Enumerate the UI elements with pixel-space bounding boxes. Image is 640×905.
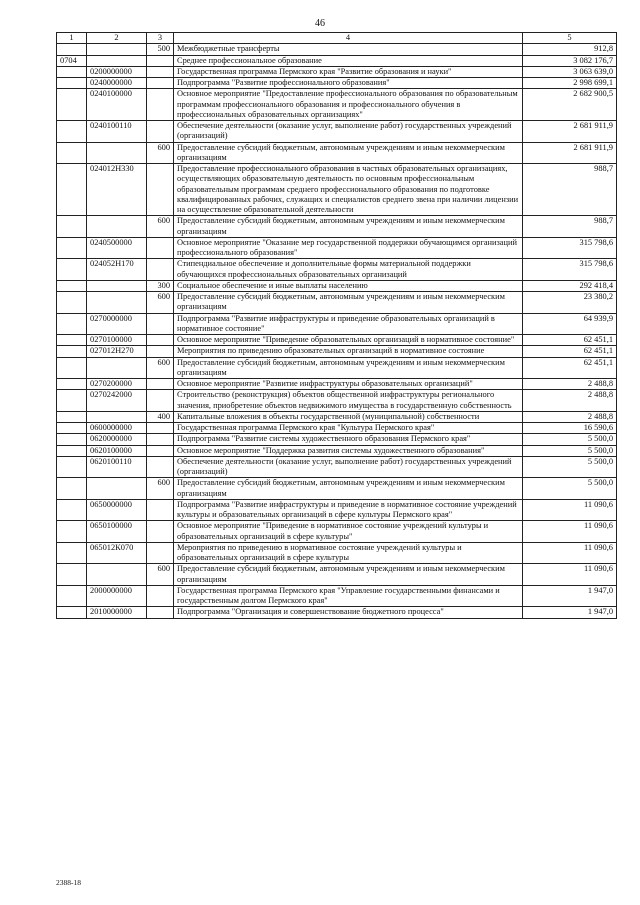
amount-cell: 5 500,0 xyxy=(523,434,617,445)
item-name-cell: Основное мероприятие "Предоставление профессионального образования по образовательным программам профессионального образования и профессионального обучения в профессиональных образовательных организациях" xyxy=(174,89,523,121)
amount-cell: 2 681 911,9 xyxy=(523,121,617,143)
target-article-cell xyxy=(87,280,147,291)
amount-cell: 11 090,6 xyxy=(523,499,617,521)
item-name-cell: Строительство (реконструкция) объектов общественной инфраструктуры регионального значения, приобретение объектов недвижимого имущества в государственную собственность xyxy=(174,390,523,412)
target-article-cell: 024052Н170 xyxy=(87,259,147,281)
target-article-cell: 0620000000 xyxy=(87,434,147,445)
section-code-cell xyxy=(57,478,87,500)
target-article-cell: 0240500000 xyxy=(87,237,147,259)
section-code-cell xyxy=(57,390,87,412)
section-code-cell xyxy=(57,423,87,434)
table-row xyxy=(57,142,617,164)
expense-type-cell: 600 xyxy=(147,292,174,314)
section-code-cell xyxy=(57,411,87,422)
item-name-cell: Мероприятия по приведению в нормативное состояние учреждений культуры и образовательных организаций в сфере культуры xyxy=(174,542,523,564)
item-name-cell: Подпрограмма "Развитие инфраструктуры и приведение образовательных организаций в нормативное состояние" xyxy=(174,313,523,335)
amount-cell: 1 947,0 xyxy=(523,585,617,607)
table-row xyxy=(57,55,617,66)
amount-cell: 2 488,8 xyxy=(523,411,617,422)
table-row xyxy=(57,89,617,121)
item-name-cell: Предоставление субсидий бюджетным, автономным учреждениям и иным некоммерческим организациям xyxy=(174,357,523,379)
target-article-cell: 0270200000 xyxy=(87,379,147,390)
item-name-cell: Основное мероприятие "Приведение в нормативное состояние учреждений культуры и образовательных организаций в сфере культуры" xyxy=(174,521,523,543)
table-row xyxy=(57,379,617,390)
expense-type-cell xyxy=(147,585,174,607)
target-article-cell: 0620100000 xyxy=(87,445,147,456)
target-article-cell: 0240100110 xyxy=(87,121,147,143)
section-code-cell xyxy=(57,121,87,143)
amount-cell: 5 500,0 xyxy=(523,445,617,456)
table-row xyxy=(57,607,617,618)
amount-cell: 2 488,8 xyxy=(523,379,617,390)
expense-type-cell: 600 xyxy=(147,142,174,164)
expense-type-cell xyxy=(147,390,174,412)
target-article-cell: 0650100000 xyxy=(87,521,147,543)
target-article-cell: 027012Н270 xyxy=(87,346,147,357)
amount-cell: 3 063 639,0 xyxy=(523,66,617,77)
amount-cell: 2 681 911,9 xyxy=(523,142,617,164)
table-row xyxy=(57,313,617,335)
amount-cell: 3 082 176,7 xyxy=(523,55,617,66)
expense-type-cell xyxy=(147,164,174,216)
item-name-cell: Социальное обеспечение и иные выплаты населению xyxy=(174,280,523,291)
item-name-cell: Мероприятия по приведению образовательных организаций в нормативное состояние xyxy=(174,346,523,357)
column-header: 2 xyxy=(87,33,147,44)
expense-type-cell: 600 xyxy=(147,564,174,586)
section-code-cell xyxy=(57,313,87,335)
item-name-cell: Подпрограмма "Развитие инфраструктуры и приведение в нормативное состояние учреждений культуры и образовательных организаций в сфере культуры Пермского края" xyxy=(174,499,523,521)
expense-type-cell xyxy=(147,434,174,445)
table-header-row xyxy=(57,33,617,44)
target-article-cell: 024012Н330 xyxy=(87,164,147,216)
target-article-cell: 0650000000 xyxy=(87,499,147,521)
section-code-cell xyxy=(57,607,87,618)
expense-type-cell xyxy=(147,66,174,77)
expense-type-cell xyxy=(147,335,174,346)
amount-cell: 62 451,1 xyxy=(523,357,617,379)
expense-type-cell xyxy=(147,445,174,456)
table-row xyxy=(57,346,617,357)
section-code-cell xyxy=(57,216,87,238)
section-code-cell: 0704 xyxy=(57,55,87,66)
item-name-cell: Основное мероприятие "Приведение образовательных организаций в нормативное состояние" xyxy=(174,335,523,346)
amount-cell: 292 418,4 xyxy=(523,280,617,291)
amount-cell: 11 090,6 xyxy=(523,564,617,586)
expense-type-cell: 600 xyxy=(147,357,174,379)
target-article-cell: 0270242000 xyxy=(87,390,147,412)
section-code-cell xyxy=(57,66,87,77)
target-article-cell xyxy=(87,142,147,164)
table-row xyxy=(57,478,617,500)
page-number: 46 xyxy=(315,18,325,29)
item-name-cell: Капитальные вложения в объекты государственной (муниципальной) собственности xyxy=(174,411,523,422)
section-code-cell xyxy=(57,445,87,456)
budget-table xyxy=(56,32,617,619)
amount-cell: 62 451,1 xyxy=(523,335,617,346)
table-row xyxy=(57,78,617,89)
table-row xyxy=(57,456,617,478)
target-article-cell: 0200000000 xyxy=(87,66,147,77)
item-name-cell: Подпрограмма "Организация и совершенствование бюджетного процесса" xyxy=(174,607,523,618)
table-body xyxy=(57,44,617,618)
expense-type-cell xyxy=(147,78,174,89)
target-article-cell: 2000000000 xyxy=(87,585,147,607)
target-article-cell: 0240000000 xyxy=(87,78,147,89)
table-row xyxy=(57,423,617,434)
target-article-cell xyxy=(87,411,147,422)
section-code-cell xyxy=(57,164,87,216)
table-row xyxy=(57,259,617,281)
expense-type-cell xyxy=(147,346,174,357)
expense-type-cell: 600 xyxy=(147,478,174,500)
amount-cell: 5 500,0 xyxy=(523,478,617,500)
target-article-cell: 0620100110 xyxy=(87,456,147,478)
table-row xyxy=(57,499,617,521)
expense-type-cell xyxy=(147,121,174,143)
amount-cell: 912,8 xyxy=(523,44,617,55)
item-name-cell: Государственная программа Пермского края "Управление государственными финансами и государственным долгом Пермского края" xyxy=(174,585,523,607)
amount-cell: 16 590,6 xyxy=(523,423,617,434)
item-name-cell: Стипендиальное обеспечение и дополнительные формы материальной поддержки обучающихся профессиональных образовательных организаций xyxy=(174,259,523,281)
target-article-cell: 0270100000 xyxy=(87,335,147,346)
amount-cell: 2 682 900,5 xyxy=(523,89,617,121)
column-header: 5 xyxy=(523,33,617,44)
expense-type-cell: 300 xyxy=(147,280,174,291)
item-name-cell: Предоставление субсидий бюджетным, автономным учреждениям и иным некоммерческим организациям xyxy=(174,564,523,586)
expense-type-cell xyxy=(147,55,174,66)
target-article-cell: 0270000000 xyxy=(87,313,147,335)
section-code-cell xyxy=(57,521,87,543)
table-row xyxy=(57,216,617,238)
table-row xyxy=(57,521,617,543)
target-article-cell xyxy=(87,564,147,586)
table-row xyxy=(57,564,617,586)
expense-type-cell: 400 xyxy=(147,411,174,422)
table-row xyxy=(57,445,617,456)
table-row xyxy=(57,292,617,314)
table-row xyxy=(57,434,617,445)
table-row xyxy=(57,411,617,422)
amount-cell: 315 798,6 xyxy=(523,237,617,259)
table-row xyxy=(57,164,617,216)
table-row xyxy=(57,121,617,143)
amount-cell: 5 500,0 xyxy=(523,456,617,478)
table-row xyxy=(57,542,617,564)
column-header: 4 xyxy=(174,33,523,44)
amount-cell: 64 939,9 xyxy=(523,313,617,335)
table-row xyxy=(57,390,617,412)
expense-type-cell xyxy=(147,259,174,281)
item-name-cell: Обеспечение деятельности (оказание услуг, выполнение работ) государственных учреждений (организаций) xyxy=(174,456,523,478)
section-code-cell xyxy=(57,280,87,291)
amount-cell: 988,7 xyxy=(523,164,617,216)
amount-cell: 62 451,1 xyxy=(523,346,617,357)
amount-cell: 2 488,8 xyxy=(523,390,617,412)
expense-type-cell xyxy=(147,456,174,478)
item-name-cell: Подпрограмма "Развитие профессионального образования" xyxy=(174,78,523,89)
expense-type-cell xyxy=(147,379,174,390)
expense-type-cell: 600 xyxy=(147,216,174,238)
amount-cell: 2 998 699,1 xyxy=(523,78,617,89)
section-code-cell xyxy=(57,292,87,314)
expense-type-cell xyxy=(147,542,174,564)
column-header: 3 xyxy=(147,33,174,44)
item-name-cell: Основное мероприятие "Поддержка развития системы художественного образования" xyxy=(174,445,523,456)
target-article-cell xyxy=(87,216,147,238)
column-header: 1 xyxy=(57,33,87,44)
section-code-cell xyxy=(57,564,87,586)
section-code-cell xyxy=(57,346,87,357)
table-row xyxy=(57,585,617,607)
target-article-cell: 0600000000 xyxy=(87,423,147,434)
item-name-cell: Государственная программа Пермского края "Развитие образования и науки" xyxy=(174,66,523,77)
item-name-cell: Предоставление субсидий бюджетным, автономным учреждениям и иным некоммерческим организациям xyxy=(174,142,523,164)
item-name-cell: Предоставление субсидий бюджетным, автономным учреждениям и иным некоммерческим организациям xyxy=(174,216,523,238)
target-article-cell xyxy=(87,292,147,314)
item-name-cell: Предоставление субсидий бюджетным, автономным учреждениям и иным некоммерческим организациям xyxy=(174,292,523,314)
section-code-cell xyxy=(57,237,87,259)
expense-type-cell xyxy=(147,237,174,259)
section-code-cell xyxy=(57,456,87,478)
section-code-cell xyxy=(57,499,87,521)
amount-cell: 1 947,0 xyxy=(523,607,617,618)
amount-cell: 11 090,6 xyxy=(523,521,617,543)
target-article-cell: 065012К070 xyxy=(87,542,147,564)
target-article-cell xyxy=(87,55,147,66)
target-article-cell: 0240100000 xyxy=(87,89,147,121)
target-article-cell: 2010000000 xyxy=(87,607,147,618)
item-name-cell: Предоставление субсидий бюджетным, автономным учреждениям и иным некоммерческим организациям xyxy=(174,478,523,500)
item-name-cell: Основное мероприятие "Развитие инфраструктуры образовательных организаций" xyxy=(174,379,523,390)
section-code-cell xyxy=(57,44,87,55)
target-article-cell xyxy=(87,357,147,379)
table-row xyxy=(57,357,617,379)
section-code-cell xyxy=(57,542,87,564)
table-row xyxy=(57,44,617,55)
amount-cell: 23 380,2 xyxy=(523,292,617,314)
item-name-cell: Обеспечение деятельности (оказание услуг, выполнение работ) государственных учреждений (организаций) xyxy=(174,121,523,143)
table-row xyxy=(57,280,617,291)
section-code-cell xyxy=(57,379,87,390)
amount-cell: 11 090,6 xyxy=(523,542,617,564)
expense-type-cell xyxy=(147,499,174,521)
section-code-cell xyxy=(57,335,87,346)
section-code-cell xyxy=(57,142,87,164)
table-row xyxy=(57,237,617,259)
item-name-cell: Среднее профессиональное образование xyxy=(174,55,523,66)
section-code-cell xyxy=(57,259,87,281)
amount-cell: 315 798,6 xyxy=(523,259,617,281)
document-code: 2388-18 xyxy=(56,878,81,887)
expense-type-cell xyxy=(147,423,174,434)
target-article-cell xyxy=(87,44,147,55)
section-code-cell xyxy=(57,78,87,89)
expense-type-cell xyxy=(147,607,174,618)
item-name-cell: Межбюджетные трансферты xyxy=(174,44,523,55)
section-code-cell xyxy=(57,357,87,379)
expense-type-cell xyxy=(147,521,174,543)
item-name-cell: Основное мероприятие "Оказание мер государственной поддержки обучающимся организаций профессионального образования" xyxy=(174,237,523,259)
table-row xyxy=(57,66,617,77)
target-article-cell xyxy=(87,478,147,500)
table-row xyxy=(57,335,617,346)
item-name-cell: Государственная программа Пермского края "Культура Пермского края" xyxy=(174,423,523,434)
item-name-cell: Предоставление профессионального образования в частных образовательных организациях, осуществляющих образовательную деятельность по основным профессиональным образовательным программам среднего профессионального образования по подготовке квалифицированных рабочих, служащих и специалистов среднего звена при наличии лицензии на осуществление образовательной деятельности xyxy=(174,164,523,216)
section-code-cell xyxy=(57,585,87,607)
expense-type-cell: 500 xyxy=(147,44,174,55)
section-code-cell xyxy=(57,89,87,121)
amount-cell: 988,7 xyxy=(523,216,617,238)
section-code-cell xyxy=(57,434,87,445)
expense-type-cell xyxy=(147,313,174,335)
expense-type-cell xyxy=(147,89,174,121)
item-name-cell: Подпрограмма "Развитие системы художественного образования Пермского края" xyxy=(174,434,523,445)
